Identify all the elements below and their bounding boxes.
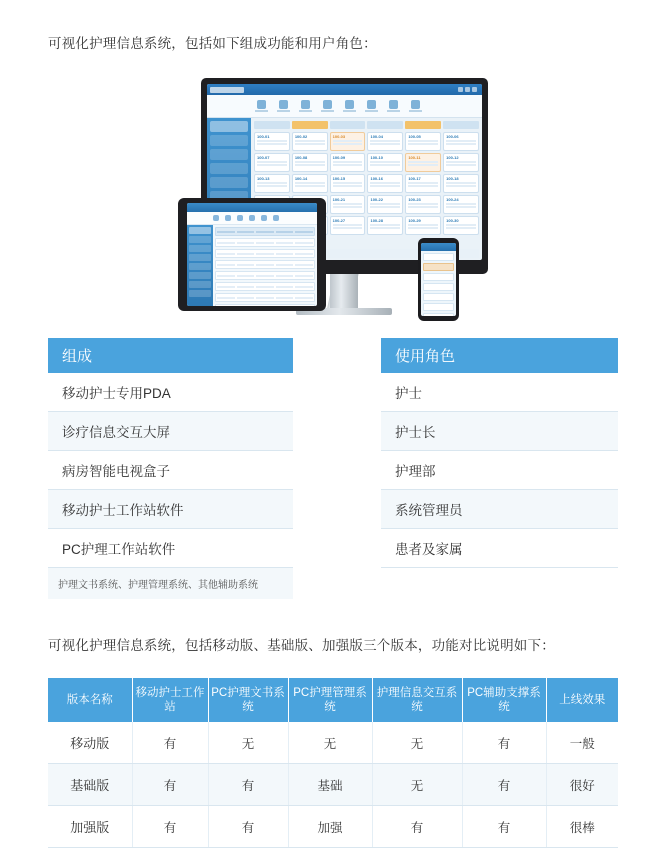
column-header: 护理信息交互系统 (372, 678, 462, 722)
table-cell: 无 (372, 722, 462, 764)
patient-card: 100-05 (405, 132, 441, 151)
patient-card: 100-23 (405, 195, 441, 214)
patient-card: 100-22 (367, 195, 403, 214)
table-cell: 有 (462, 722, 546, 764)
patient-card: 100-28 (367, 216, 403, 235)
roles-item: 患者及家属 (381, 529, 618, 568)
app-logo (210, 87, 244, 93)
roles-item: 护士 (381, 373, 618, 412)
table-cell: 有 (208, 806, 288, 848)
patient-card: 100-15 (330, 174, 366, 193)
patient-card: 100-17 (405, 174, 441, 193)
patient-card: 100-30 (443, 216, 479, 235)
phone-screen (421, 243, 456, 316)
toolbar-icon (299, 100, 312, 112)
table-cell: 有 (372, 806, 462, 848)
composition-item: 病房智能电视盒子 (48, 451, 293, 490)
composition-roles-section (48, 338, 618, 599)
pda-phone-device (418, 238, 459, 321)
patient-card: 100-06 (443, 132, 479, 151)
table-cell: 无 (372, 764, 462, 806)
composition-item: 诊疗信息交互大屏 (48, 412, 293, 451)
patient-card: 100-16 (367, 174, 403, 193)
composition-item: 移动护士工作站软件 (48, 490, 293, 529)
column-header: 移动护士工作站 (132, 678, 208, 722)
table-cell: 有 (208, 764, 288, 806)
patient-card: 100-04 (367, 132, 403, 151)
table-row (48, 806, 618, 848)
tablet-body (187, 225, 317, 306)
table-row (48, 722, 618, 764)
column-header: PC辅助支撑系统 (462, 678, 546, 722)
patient-card: 100-27 (330, 216, 366, 235)
patient-card: 100-07 (254, 153, 290, 172)
patient-card: 100-24 (443, 195, 479, 214)
tablet-toolbar (187, 212, 317, 225)
tablet-sidebar (187, 225, 213, 306)
toolbar-icon (321, 100, 334, 112)
phone-titlebar (421, 243, 456, 251)
tablet-main (213, 225, 317, 306)
column-header: PC护理管理系统 (288, 678, 372, 722)
composition-footnote: 护理文书系统、护理管理系统、其他辅助系统 (48, 568, 293, 599)
table-cell: 一般 (546, 722, 618, 764)
composition-item: 移动护士专用PDA (48, 373, 293, 412)
column-header: PC护理文书系统 (208, 678, 288, 722)
table-cell: 有 (132, 722, 208, 764)
tablet-screen (187, 203, 317, 306)
cell-version-name: 基础版 (48, 764, 132, 806)
toolbar-icon (387, 100, 400, 112)
table-cell: 有 (132, 764, 208, 806)
phone-list (421, 251, 456, 316)
roles-table (381, 338, 618, 599)
table-cell: 基础 (288, 764, 372, 806)
roles-item: 护理部 (381, 451, 618, 490)
table-cell: 无 (288, 722, 372, 764)
table-cell: 加强 (288, 806, 372, 848)
monitor-toolbar (207, 95, 482, 118)
table-row (48, 764, 618, 806)
table-cell: 很棒 (546, 806, 618, 848)
patient-card: 100-18 (443, 174, 479, 193)
monitor-neck (330, 274, 358, 310)
table-cell: 很好 (546, 764, 618, 806)
cell-version-name: 移动版 (48, 722, 132, 764)
window-controls (244, 87, 479, 92)
table-header-row (48, 678, 618, 722)
composition-header: 组成 (48, 338, 293, 373)
monitor-titlebar (207, 84, 482, 95)
tablet-device (178, 198, 326, 311)
device-illustration (178, 78, 488, 318)
table-cell: 有 (132, 806, 208, 848)
version-comparison-table (48, 678, 618, 848)
patient-card: 100-11 (405, 153, 441, 172)
intro-paragraph-1: 可视化护理信息系统，包括如下组成功能和用户角色： (48, 36, 377, 51)
roles-item: 系统管理员 (381, 490, 618, 529)
cell-version-name: 加强版 (48, 806, 132, 848)
patient-card: 100-13 (254, 174, 290, 193)
toolbar-icon (365, 100, 378, 112)
toolbar-icon (277, 100, 290, 112)
table-cell: 有 (462, 806, 546, 848)
toolbar-icon (255, 100, 268, 112)
patient-card: 100-09 (330, 153, 366, 172)
table-cell: 有 (462, 764, 546, 806)
table-cell: 无 (208, 722, 288, 764)
column-header: 上线效果 (546, 678, 618, 722)
toolbar-icon (409, 100, 422, 112)
composition-item: PC护理工作站软件 (48, 529, 293, 568)
patient-card: 100-08 (292, 153, 328, 172)
patient-card: 100-21 (330, 195, 366, 214)
patient-card: 100-10 (367, 153, 403, 172)
toolbar-icon (343, 100, 356, 112)
monitor-tabs (254, 121, 479, 129)
tablet-titlebar (187, 203, 317, 212)
composition-table (48, 338, 293, 599)
patient-card: 100-03 (330, 132, 366, 151)
patient-card: 100-12 (443, 153, 479, 172)
intro-paragraph-2: 可视化护理信息系统，包括移动版、基础版、加强版三个版本，功能对比说明如下： (48, 638, 555, 653)
roles-header: 使用角色 (381, 338, 618, 373)
patient-card: 100-14 (292, 174, 328, 193)
column-header: 版本名称 (48, 678, 132, 722)
patient-card: 100-29 (405, 216, 441, 235)
roles-item: 护士长 (381, 412, 618, 451)
patient-card: 100-02 (292, 132, 328, 151)
patient-card: 100-01 (254, 132, 290, 151)
